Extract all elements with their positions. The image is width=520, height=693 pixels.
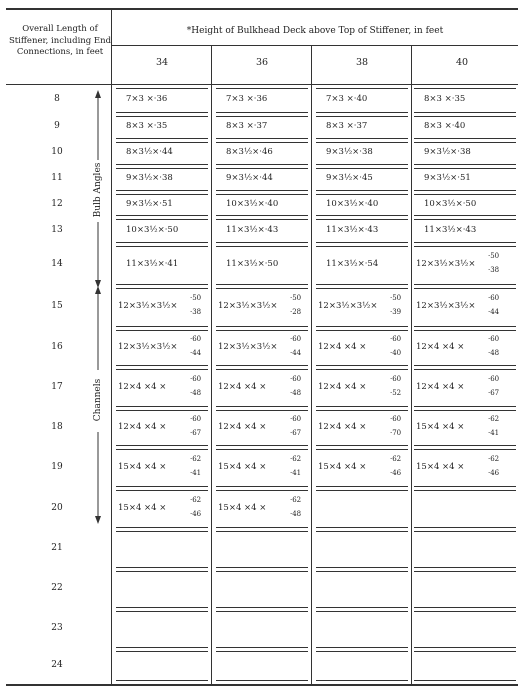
cell-bottom-line xyxy=(116,326,208,327)
cell-size: 9×3½×·45 xyxy=(326,173,373,183)
cell-bottom-line xyxy=(316,326,408,327)
cell-top-line xyxy=(316,194,408,195)
cell-top-line xyxy=(316,410,408,411)
cell-top-line xyxy=(316,116,408,117)
cell-top-line xyxy=(316,330,408,331)
cell-top-line xyxy=(116,330,208,331)
cell-size: 15×4 ×4 × xyxy=(318,461,367,472)
cell-top-line xyxy=(216,194,308,195)
cell-bottom-line xyxy=(414,647,516,648)
cell-weight-lower: ·70 xyxy=(390,428,402,437)
cell-top-line xyxy=(414,651,516,652)
cell-size: 12×3½×3½× xyxy=(416,259,476,269)
cell-size: 12×4 ×4 × xyxy=(416,381,465,392)
cell-top-line xyxy=(414,246,516,247)
length-column-header: Overall Length of Stiffener, including End Connections, in feet xyxy=(8,24,112,57)
cell-bottom-line xyxy=(216,215,308,216)
cell-bottom-line xyxy=(116,567,208,568)
cell-top-line xyxy=(116,571,208,572)
cell-bottom-line xyxy=(216,567,308,568)
column-header-34: 34 xyxy=(155,57,169,68)
cell-top-line xyxy=(216,288,308,289)
cell-bottom-line xyxy=(414,215,516,216)
cell-bottom-line xyxy=(316,138,408,139)
row-length: 15 xyxy=(51,301,63,311)
cell-bottom-line xyxy=(316,365,408,366)
cell-bottom-line xyxy=(216,647,308,648)
cell-weight-lower: ·67 xyxy=(488,388,500,397)
cell-weight-lower: ·48 xyxy=(290,388,302,397)
cell-bottom-line xyxy=(216,242,308,243)
cell-bottom-line xyxy=(116,242,208,243)
cell-weight-lower: ·39 xyxy=(390,308,402,316)
cell-bottom-line xyxy=(216,138,308,139)
cell-weight-lower: ·41 xyxy=(488,428,500,437)
cell-top-line xyxy=(216,531,308,532)
cell-size: 12×4 ×4 × xyxy=(118,421,167,432)
cell-top-line xyxy=(216,142,308,143)
cell-top-line xyxy=(116,116,208,117)
cell-top-line xyxy=(414,288,516,289)
cell-top-line xyxy=(216,611,308,612)
cell-size: 8×3 ×·35 xyxy=(126,121,168,131)
cell-size: 9×3½×·38 xyxy=(326,147,373,157)
cell-bottom-line xyxy=(216,365,308,366)
row-length: 13 xyxy=(51,224,63,235)
cell-bottom-line xyxy=(116,112,208,113)
cell-bottom-line xyxy=(316,647,408,648)
cell-weight-lower: ·41 xyxy=(190,468,202,477)
cell-top-line xyxy=(116,611,208,612)
cell-top-line xyxy=(316,449,408,450)
cell-bottom-line xyxy=(414,190,516,191)
cell-top-line xyxy=(116,168,208,169)
cell-top-line xyxy=(216,330,308,331)
cell-weight-lower: ·44 xyxy=(488,308,500,316)
bulb-angles-label: Bulb Angles xyxy=(93,162,103,218)
cell-size: 12×3½×3½× xyxy=(218,301,278,311)
cell-size: 12×4 ×4 × xyxy=(416,341,465,352)
cell-weight-lower: ·46 xyxy=(488,468,500,477)
cell-top-line xyxy=(216,571,308,572)
cell-top-line xyxy=(216,449,308,450)
cell-top-line xyxy=(216,219,308,220)
cell-weight-lower: ·38 xyxy=(190,308,202,316)
cell-weight-upper: ·50 xyxy=(488,252,500,260)
row-length: 19 xyxy=(51,461,63,472)
cell-size: 11×3½×·43 xyxy=(226,224,279,235)
cell-bottom-line xyxy=(316,607,408,608)
cell-bottom-line xyxy=(216,680,308,681)
cell-top-line xyxy=(116,246,208,247)
row-length: 16 xyxy=(51,341,63,352)
cell-weight-upper: ·50 xyxy=(390,294,402,302)
row-length: 11 xyxy=(51,173,63,183)
cell-bottom-line xyxy=(116,164,208,165)
cell-weight-upper: ·62 xyxy=(190,495,202,504)
row-length: 9 xyxy=(54,121,60,131)
cell-top-line xyxy=(414,168,516,169)
cell-size: 11×3½×·43 xyxy=(424,224,477,235)
cell-size: 11×3½×·41 xyxy=(126,259,179,269)
cell-weight-upper: ·50 xyxy=(290,294,302,302)
cell-bottom-line xyxy=(116,215,208,216)
cell-weight-upper: ·60 xyxy=(190,334,202,343)
cell-weight-upper: ·60 xyxy=(488,334,500,343)
cell-bottom-line xyxy=(116,284,208,285)
cell-weight-lower: ·28 xyxy=(290,308,302,316)
cell-bottom-line xyxy=(116,527,208,528)
cell-weight-lower: ·67 xyxy=(190,428,202,437)
cell-bottom-line xyxy=(316,406,408,407)
cell-weight-upper: ·62 xyxy=(488,454,500,463)
cell-weight-upper: ·62 xyxy=(290,495,302,504)
cell-weight-upper: ·62 xyxy=(290,454,302,463)
cell-weight-lower: ·46 xyxy=(190,509,202,518)
cell-size: 8×3 ×·35 xyxy=(424,94,466,104)
cell-bottom-line xyxy=(216,445,308,446)
cell-size: 8×3½×·44 xyxy=(126,147,173,157)
cell-top-line xyxy=(116,142,208,143)
cell-top-line xyxy=(116,449,208,450)
cell-bottom-line xyxy=(116,445,208,446)
cell-weight-upper: ·50 xyxy=(190,294,202,302)
cell-bottom-line xyxy=(414,112,516,113)
channels-label: Channels xyxy=(93,378,103,422)
cell-top-line xyxy=(316,219,408,220)
cell-bottom-line xyxy=(316,680,408,681)
cell-weight-upper: ·60 xyxy=(290,334,302,343)
row-length: 21 xyxy=(51,543,63,553)
cell-top-line xyxy=(316,651,408,652)
cell-size: 12×3½×3½× xyxy=(318,301,378,311)
cell-size: 8×3 ×·37 xyxy=(226,121,268,131)
cell-top-line xyxy=(414,571,516,572)
cell-top-line xyxy=(216,116,308,117)
cell-top-line xyxy=(216,369,308,370)
row-length: 18 xyxy=(51,421,63,432)
cell-weight-upper: ·62 xyxy=(390,454,402,463)
cell-size: 7×3 ×·36 xyxy=(126,94,168,104)
cell-weight-lower: ·48 xyxy=(488,348,500,357)
cell-top-line xyxy=(316,168,408,169)
cell-bottom-line xyxy=(216,607,308,608)
cell-top-line xyxy=(316,571,408,572)
cell-size: 12×3½×3½× xyxy=(118,301,178,311)
cell-weight-lower: ·44 xyxy=(290,348,302,357)
cell-bottom-line xyxy=(414,567,516,568)
height-column-header: *Height of Bulkhead Deck above Top of Stiffener, in feet xyxy=(186,26,444,36)
cell-bottom-line xyxy=(316,486,408,487)
cell-bottom-line xyxy=(116,406,208,407)
cell-top-line xyxy=(116,194,208,195)
cell-top-line xyxy=(316,88,408,89)
cell-bottom-line xyxy=(116,486,208,487)
cell-size: 9×3½×·38 xyxy=(424,147,471,157)
cell-size: 15×4 ×4 × xyxy=(118,502,167,513)
cell-weight-lower: ·46 xyxy=(390,468,402,477)
cell-size: 9×3½×·51 xyxy=(424,173,471,183)
cell-bottom-line xyxy=(216,406,308,407)
cell-weight-upper: ·60 xyxy=(290,374,302,383)
cell-bottom-line xyxy=(414,486,516,487)
cell-top-line xyxy=(316,142,408,143)
cell-size: 15×4 ×4 × xyxy=(218,502,267,513)
cell-size: 15×4 ×4 × xyxy=(118,461,167,472)
cell-bottom-line xyxy=(116,190,208,191)
row-length: 12 xyxy=(51,198,63,209)
cell-size: 12×4 ×4 × xyxy=(218,381,267,392)
cell-top-line xyxy=(216,168,308,169)
cell-bottom-line xyxy=(414,326,516,327)
cell-top-line xyxy=(316,288,408,289)
cell-bottom-line xyxy=(116,680,208,681)
row-length: 17 xyxy=(51,381,63,392)
column-header-38: 38 xyxy=(355,57,369,68)
cell-size: 12×4 ×4 × xyxy=(318,341,367,352)
cell-top-line xyxy=(316,490,408,491)
cell-bottom-line xyxy=(414,527,516,528)
cell-bottom-line xyxy=(316,527,408,528)
cell-top-line xyxy=(414,330,516,331)
cell-top-line xyxy=(414,194,516,195)
cell-top-line xyxy=(216,651,308,652)
cell-weight-lower: ·48 xyxy=(290,509,302,518)
row-length: 23 xyxy=(51,623,63,633)
column-header-36: 36 xyxy=(255,57,269,68)
cell-size: 12×3½×3½× xyxy=(416,301,476,311)
cell-weight-upper: ·62 xyxy=(488,414,500,423)
cell-size: 12×4 ×4 × xyxy=(118,381,167,392)
cell-top-line xyxy=(216,490,308,491)
cell-top-line xyxy=(414,219,516,220)
cell-bottom-line xyxy=(216,527,308,528)
cell-weight-upper: ·60 xyxy=(190,374,202,383)
cell-size: 12×4 ×4 × xyxy=(318,421,367,432)
cell-bottom-line xyxy=(414,406,516,407)
cell-top-line xyxy=(316,531,408,532)
cell-weight-lower: ·40 xyxy=(390,348,402,357)
cell-size: 15×4 ×4 × xyxy=(416,461,465,472)
cell-weight-upper: ·60 xyxy=(488,294,500,302)
cell-size: 8×3 ×·40 xyxy=(424,121,466,131)
cell-size: 12×3½×3½× xyxy=(218,341,278,352)
cell-bottom-line xyxy=(414,284,516,285)
cell-top-line xyxy=(414,449,516,450)
cell-weight-lower: ·52 xyxy=(390,388,402,397)
cell-size: 7×3 ×·40 xyxy=(326,94,368,104)
cell-top-line xyxy=(316,246,408,247)
cell-weight-upper: ·60 xyxy=(290,414,302,423)
cell-top-line xyxy=(116,531,208,532)
cell-bottom-line xyxy=(116,647,208,648)
cell-bottom-line xyxy=(116,365,208,366)
cell-top-line xyxy=(216,246,308,247)
cell-top-line xyxy=(414,531,516,532)
cell-top-line xyxy=(116,219,208,220)
cell-top-line xyxy=(116,369,208,370)
cell-weight-lower: ·48 xyxy=(190,388,202,397)
cell-size: 15×4 ×4 × xyxy=(416,421,465,432)
cell-weight-lower: ·44 xyxy=(190,348,202,357)
cell-weight-upper: ·60 xyxy=(390,414,402,423)
cell-top-line xyxy=(316,369,408,370)
cell-size: 15×4 ×4 × xyxy=(218,461,267,472)
cell-bottom-line xyxy=(216,284,308,285)
cell-size: 9×3½×·44 xyxy=(226,173,273,183)
cell-bottom-line xyxy=(316,284,408,285)
cell-size: 8×3 ×·37 xyxy=(326,121,368,131)
cell-bottom-line xyxy=(316,567,408,568)
cell-bottom-line xyxy=(414,445,516,446)
cell-size: 8×3½×·46 xyxy=(226,147,273,157)
cell-top-line xyxy=(414,410,516,411)
column-header-40: 40 xyxy=(455,57,469,68)
cell-bottom-line xyxy=(116,607,208,608)
cell-bottom-line xyxy=(414,242,516,243)
cell-weight-upper: ·60 xyxy=(390,374,402,383)
cell-size: 12×4 ×4 × xyxy=(318,381,367,392)
cell-bottom-line xyxy=(116,138,208,139)
cell-bottom-line xyxy=(316,112,408,113)
cell-top-line xyxy=(414,116,516,117)
cell-weight-upper: ·60 xyxy=(488,374,500,383)
cell-size: 10×3½×·40 xyxy=(226,198,279,209)
cell-weight-upper: ·60 xyxy=(190,414,202,423)
cell-bottom-line xyxy=(216,112,308,113)
cell-top-line xyxy=(116,88,208,89)
cell-bottom-line xyxy=(316,445,408,446)
cell-weight-upper: ·62 xyxy=(190,454,202,463)
cell-weight-upper: ·60 xyxy=(390,334,402,343)
cell-size: 12×3½×3½× xyxy=(118,341,178,352)
cell-top-line xyxy=(116,490,208,491)
cell-size: 12×4 ×4 × xyxy=(218,421,267,432)
row-length: 20 xyxy=(51,502,63,513)
cell-bottom-line xyxy=(414,138,516,139)
cell-bottom-line xyxy=(414,680,516,681)
cell-bottom-line xyxy=(216,326,308,327)
row-length: 10 xyxy=(51,147,63,157)
cell-size: 9×3½×·38 xyxy=(126,173,173,183)
cell-size: 11×3½×·54 xyxy=(326,259,379,269)
cell-bottom-line xyxy=(316,164,408,165)
cell-size: 10×3½×·50 xyxy=(126,224,179,235)
cell-top-line xyxy=(316,611,408,612)
cell-weight-lower: ·41 xyxy=(290,468,302,477)
cell-size: 10×3½×·50 xyxy=(424,198,477,209)
cell-size: 7×3 ×·36 xyxy=(226,94,268,104)
cell-top-line xyxy=(414,369,516,370)
cell-weight-lower: ·67 xyxy=(290,428,302,437)
cell-bottom-line xyxy=(316,215,408,216)
cell-top-line xyxy=(414,142,516,143)
cell-bottom-line xyxy=(216,164,308,165)
cell-top-line xyxy=(414,490,516,491)
cell-bottom-line xyxy=(216,486,308,487)
cell-bottom-line xyxy=(216,190,308,191)
cell-size: 11×3½×·50 xyxy=(226,259,279,269)
cell-top-line xyxy=(116,651,208,652)
cell-bottom-line xyxy=(414,607,516,608)
cell-top-line xyxy=(414,88,516,89)
cell-top-line xyxy=(216,88,308,89)
cell-bottom-line xyxy=(316,190,408,191)
cell-bottom-line xyxy=(414,164,516,165)
cell-weight-lower: ·38 xyxy=(488,266,500,274)
cell-top-line xyxy=(116,410,208,411)
cell-bottom-line xyxy=(414,365,516,366)
cell-size: 11×3½×·43 xyxy=(326,224,379,235)
cell-size: 10×3½×·40 xyxy=(326,198,379,209)
row-length: 24 xyxy=(51,659,63,670)
cell-top-line xyxy=(216,410,308,411)
cell-size: 9×3½×·51 xyxy=(126,198,173,209)
cell-bottom-line xyxy=(316,242,408,243)
row-length: 14 xyxy=(51,259,63,269)
cell-top-line xyxy=(116,288,208,289)
cell-top-line xyxy=(414,611,516,612)
row-length: 22 xyxy=(51,583,63,593)
row-length: 8 xyxy=(54,94,60,104)
